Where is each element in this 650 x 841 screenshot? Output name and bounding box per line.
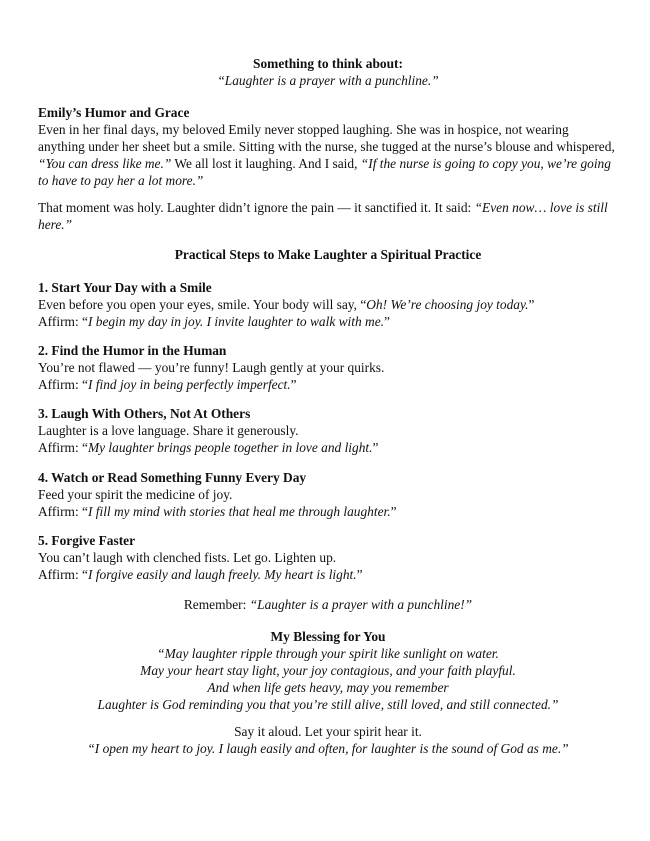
- emily-heading: Emily’s Humor and Grace: [38, 105, 190, 120]
- affirm-label: Affirm:: [38, 567, 83, 582]
- step-text: Feed your spirit the medicine of joy.: [38, 487, 233, 502]
- emily-p1-text-b: We all lost it laughing. And I said,: [171, 156, 361, 171]
- affirm-label: Affirm:: [38, 504, 83, 519]
- step-3: [38, 405, 618, 456]
- emily-p2-text: That moment was holy. Laughter didn’t ignore the pain — it sanctified it. It said:: [38, 200, 475, 215]
- emily-section: [38, 104, 618, 189]
- step-affirm: Affirm: “I fill my mind with stories that heal me through laughter.”: [38, 504, 397, 519]
- affirm-text: I fill my mind with stories that heal me through laughter.: [87, 504, 391, 519]
- step-title: 4. Watch or Read Something Funny Every Day: [38, 470, 307, 485]
- emily-paragraph-2: [38, 199, 618, 233]
- blessing-heading: My Blessing for You: [270, 629, 386, 644]
- step-text: You’re not flawed — you’re funny! Laugh gently at your quirks.: [38, 360, 385, 375]
- think-quote: “Laughter is a prayer with a punchline.”: [217, 73, 439, 88]
- blessing-line: And when life gets heavy, may you remember: [207, 680, 449, 695]
- step-title: 5. Forgive Faster: [38, 533, 136, 548]
- steps-heading: Practical Steps to Make Laughter a Spiritual Practice: [174, 247, 482, 262]
- step-text: Laughter is a love language. Share it generously.: [38, 423, 299, 438]
- blessing-line: “May laughter ripple through your spirit like sunlight on water.: [157, 646, 499, 661]
- remember-label: Remember:: [183, 597, 250, 612]
- affirm-text: My laughter brings people together in love and light.: [87, 440, 373, 455]
- blessing-line: May your heart stay light, your joy contagious, and your faith playful.: [140, 663, 516, 678]
- step-affirm: Affirm: “I begin my day in joy. I invite laughter to walk with me.”: [38, 314, 390, 329]
- emily-p2-quote: “Even now… love is still here.”: [38, 200, 608, 232]
- step-title: 1. Start Your Day with a Smile: [38, 280, 212, 295]
- step-4: [38, 469, 618, 520]
- blessing-line: Laughter is God reminding you that you’re still alive, still loved, and still connected.”: [97, 697, 559, 712]
- affirm-label: Affirm:: [38, 377, 83, 392]
- step-title: 3. Laugh With Others, Not At Others: [38, 406, 251, 421]
- think-section: [38, 55, 618, 89]
- affirm-text: I find joy in being perfectly imperfect.: [87, 377, 291, 392]
- closing-section: [38, 723, 618, 757]
- step-text-a: Even before you open your eyes, smile. Your body will say, “: [38, 297, 367, 312]
- affirm-text: I forgive easily and laugh freely. My heart is light.: [87, 567, 357, 582]
- emily-p1-text-a: Even in her final days, my beloved Emily never stopped laughing. She was in hospice, not wearing anything under her sheet but a smile. Sitting with the nurse, she tugged at the nurse’s blouse and whispered,: [38, 122, 615, 154]
- step-text-quote: Oh! We’re choosing joy today.: [366, 297, 529, 312]
- step-2: [38, 342, 618, 393]
- emily-paragraph-1: [38, 121, 618, 189]
- think-heading: Something to think about:: [253, 56, 403, 71]
- affirm-label: Affirm:: [38, 314, 83, 329]
- closing-line: Say it aloud. Let your spirit hear it.: [234, 724, 422, 739]
- step-text: [38, 296, 618, 313]
- emily-paragraph-2-block: [38, 199, 618, 233]
- affirm-text: I begin my day in joy. I invite laughter to walk with me.: [87, 314, 384, 329]
- remember-line: [38, 596, 618, 613]
- step-text-b: ”: [528, 297, 535, 312]
- step-text: You can’t laugh with clenched fists. Let go. Lighten up.: [38, 550, 337, 565]
- step-affirm: Affirm: “My laughter brings people together in love and light.”: [38, 440, 379, 455]
- blessing-section: [38, 628, 618, 713]
- remember-quote: “Laughter is a prayer with a punchline!”: [249, 597, 473, 612]
- emily-p1-quote-2: “If the nurse is going to copy you, we’re going to have to pay her a lot more.”: [38, 156, 611, 188]
- emily-p1-quote-1: “You can dress like me.”: [38, 156, 172, 171]
- step-5: [38, 532, 618, 583]
- closing-quote: “I open my heart to joy. I laugh easily and often, for laughter is the sound of God as me.”: [87, 741, 569, 756]
- step-1: [38, 279, 618, 330]
- affirm-label: Affirm:: [38, 440, 83, 455]
- step-affirm: Affirm: “I find joy in being perfectly imperfect.”: [38, 377, 297, 392]
- step-title: 2. Find the Humor in the Human: [38, 343, 227, 358]
- step-affirm: Affirm: “I forgive easily and laugh freely. My heart is light.”: [38, 567, 363, 582]
